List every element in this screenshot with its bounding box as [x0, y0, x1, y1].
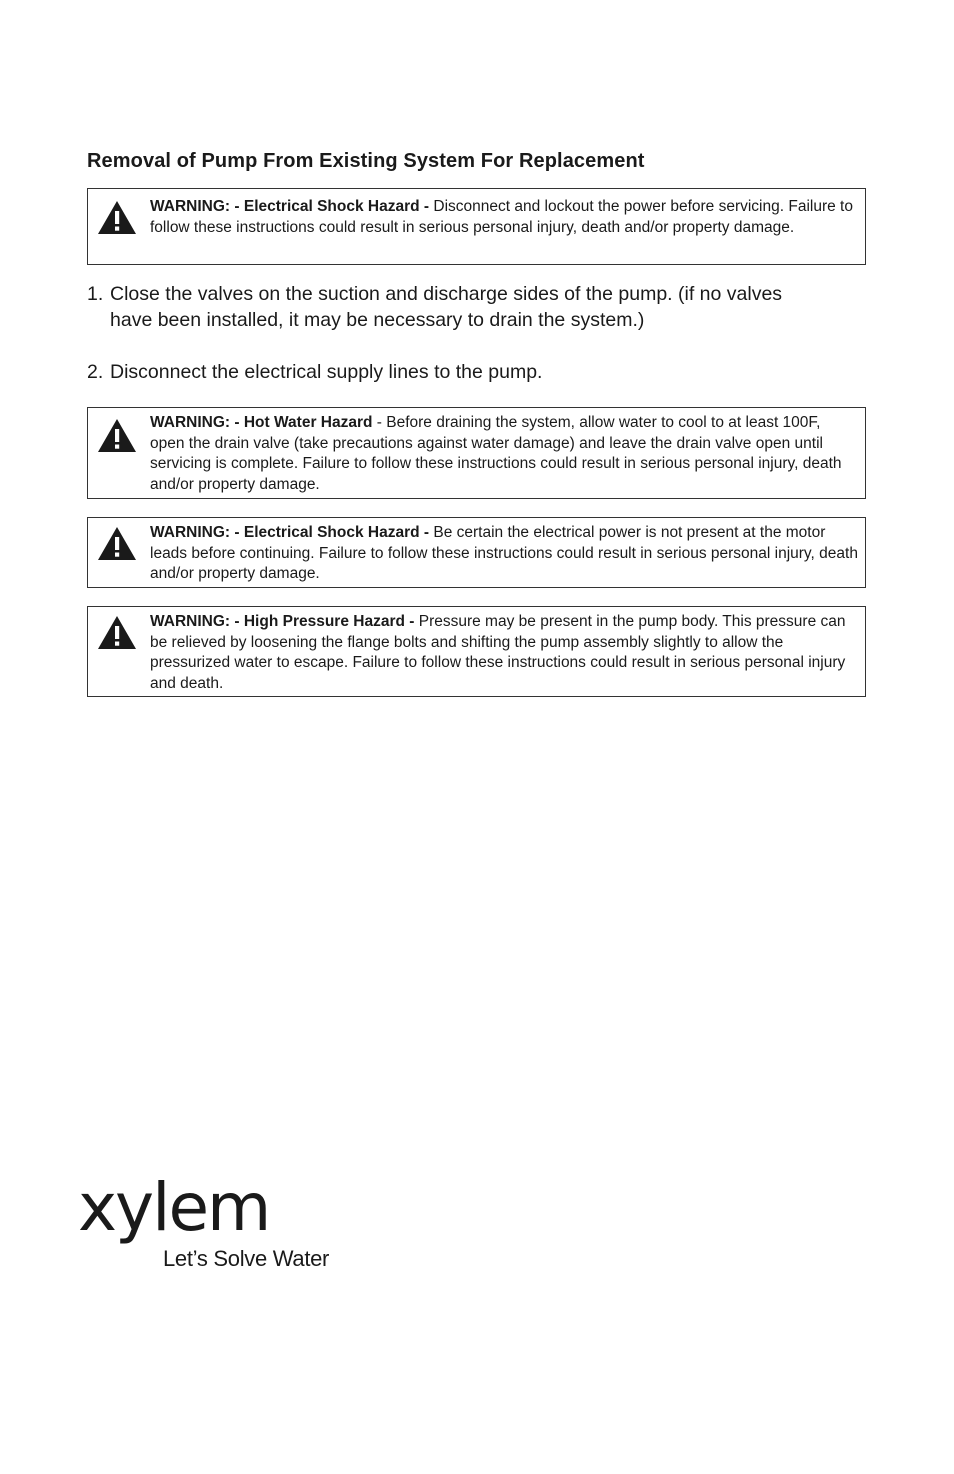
warning-box-high-pressure	[87, 606, 866, 697]
step-1	[87, 281, 782, 333]
step-number: 1.	[87, 283, 104, 305]
page-title: Removal of Pump From Existing System For Replacement	[87, 150, 645, 172]
warning-hazard: High Pressure Hazard -	[243, 613, 415, 630]
warning-triangle-icon	[96, 614, 138, 652]
warning-hazard: Electrical Shock Hazard -	[243, 198, 430, 215]
warning-box-hot-water	[87, 407, 866, 499]
warning-label: WARNING: -	[150, 613, 244, 630]
logo-tagline: Let’s Solve Water	[163, 1246, 330, 1271]
step-1-line-2: have been installed, it may be necessary to drain the system.)	[110, 309, 645, 331]
warning-triangle-icon	[96, 525, 138, 563]
warning-text	[150, 413, 859, 495]
xylem-logo	[78, 1168, 368, 1278]
warning-body: Be certain the electrical power is not present at the motor leads before continuing. Failure to follow these instructions could result in serious personal injury, death and/or property damage.	[150, 524, 858, 582]
warning-triangle-icon	[96, 199, 138, 237]
warning-body: - Before draining the system, allow water to cool to at least 100F, open the drain valve (take precautions against water damage) and leave the drain valve open until servicing is complete. Failure to follow these instructions could result in serious personal injury, death and/or property damage.	[150, 414, 842, 493]
warning-label: WARNING: -	[150, 198, 244, 215]
warning-label: WARNING: -	[150, 524, 244, 541]
warning-text	[150, 612, 859, 694]
step-text: Disconnect the electrical supply lines to the pump.	[110, 361, 543, 383]
warning-label: WARNING: -	[150, 414, 244, 431]
logo-wordmark: xylem	[78, 1169, 270, 1246]
warning-box-electrical-1	[87, 188, 866, 265]
step-1-line-1	[87, 281, 782, 307]
warning-text	[150, 523, 859, 585]
warning-text	[150, 197, 859, 238]
warning-triangle-icon	[96, 417, 138, 455]
warning-body: Pressure may be present in the pump body. This pressure can be relieved by loosening the flange bolts and shifting the pump assembly slightly to allow the pressurized water to escape. Failure to follow these instructions could result in serious personal injury and death.	[150, 613, 846, 692]
step-text: Close the valves on the suction and discharge sides of the pump. (if no valves	[110, 283, 783, 305]
warning-box-electrical-2	[87, 517, 866, 588]
step-number: 2.	[87, 361, 104, 383]
warning-hazard: Electrical Shock Hazard -	[243, 524, 430, 541]
warning-hazard: Hot Water Hazard	[243, 414, 373, 431]
step-2	[87, 359, 542, 385]
warning-body: Disconnect and lockout the power before servicing. Failure to follow these instructions could result in serious personal injury, death and/or property damage.	[150, 198, 853, 236]
